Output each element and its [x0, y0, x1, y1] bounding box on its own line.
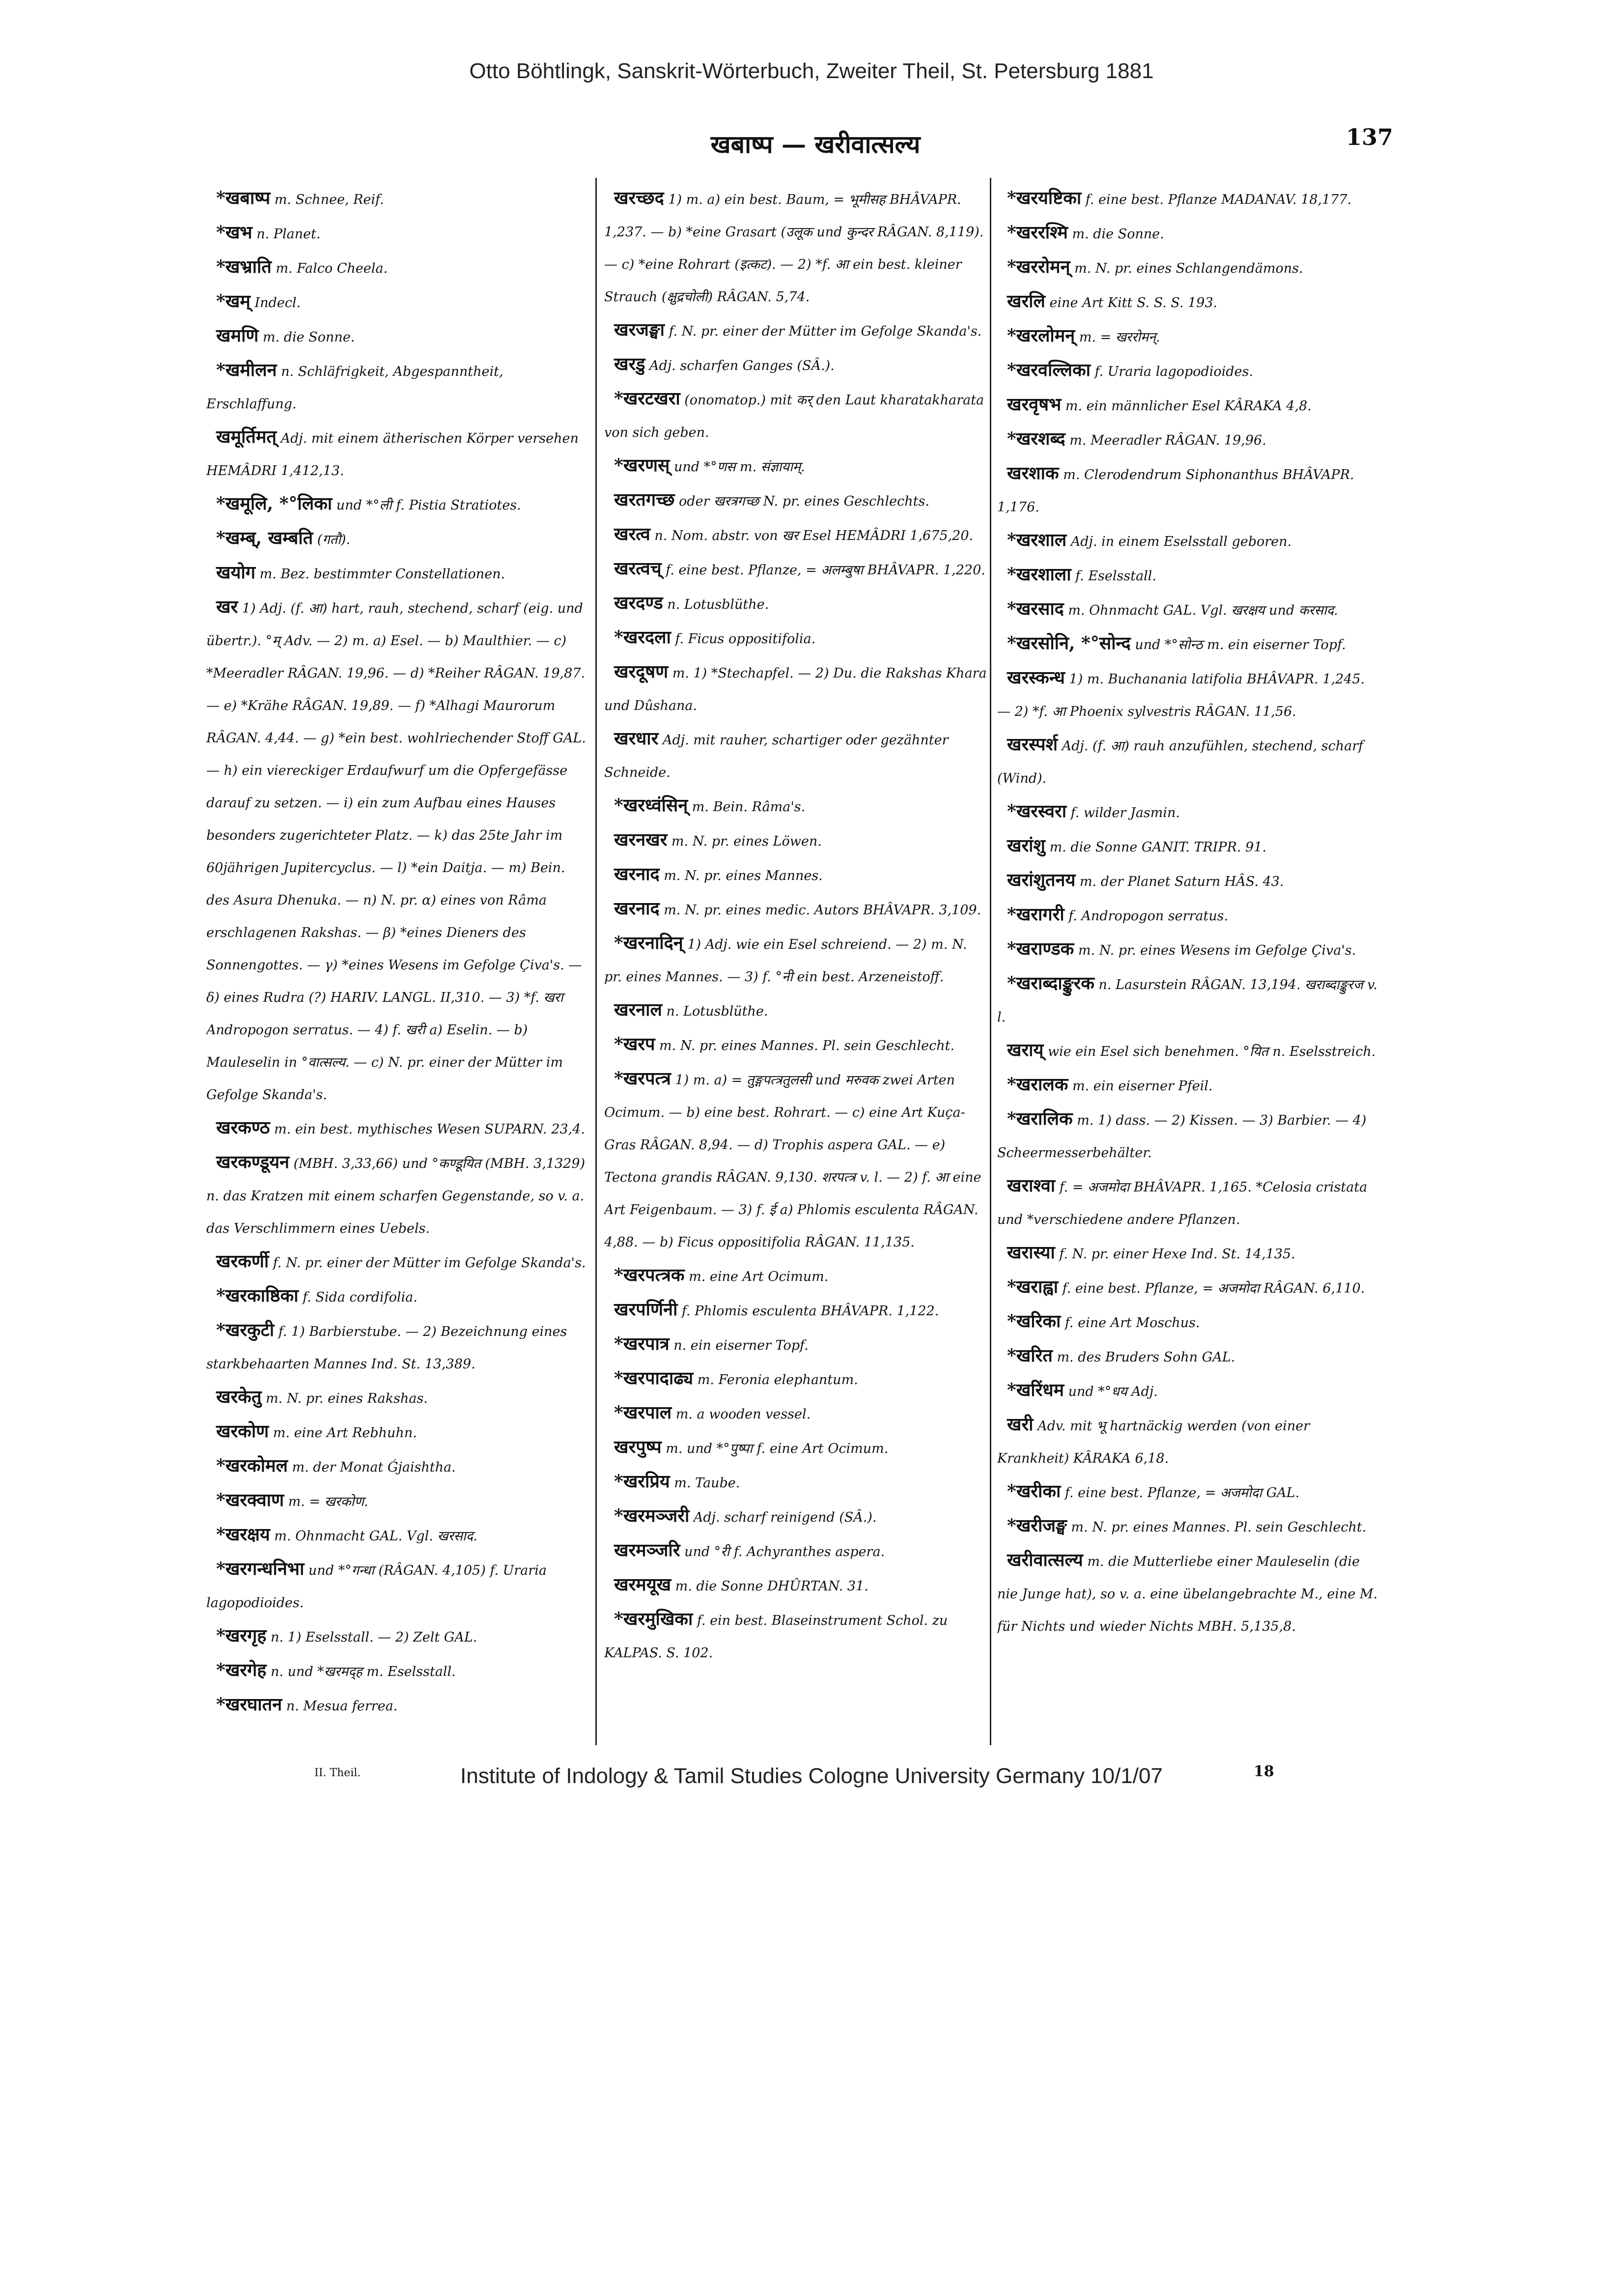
entry-definition: f. eine Art Moschus. [1064, 1315, 1200, 1331]
dictionary-entry [997, 728, 1380, 795]
dictionary-entry [997, 1408, 1380, 1475]
entry-headword: खरकोण [216, 1421, 269, 1442]
entry-headword: खरनाद [614, 898, 660, 919]
entry-headword: खरस्कन्ध [1007, 667, 1065, 688]
dictionary-entry [604, 927, 987, 993]
entry-headword: *खरध्वंसिन् [614, 795, 688, 816]
entry-headword: खमणि [216, 325, 259, 346]
entry-definition: m. die Mutterliebe einer Mauleselin (die nie Junge hat), so v. a. eine übelangebrachte M., eine M. für Nichts und wieder Nichts MBH. 5,135,8. [997, 1554, 1378, 1634]
dictionary-entry [604, 1028, 987, 1062]
dictionary-entry [997, 558, 1380, 593]
entry-headword: *खररश्मि [1007, 222, 1068, 243]
entry-headword: खरांशुतनय [1007, 870, 1076, 890]
entry-headword: *खरसोनि, *°सोन्द [1007, 633, 1131, 653]
dictionary-entry [604, 313, 987, 348]
entry-headword: *खरालक [1007, 1074, 1068, 1095]
entry-headword: *खरपाल [614, 1402, 672, 1423]
dictionary-entry [206, 522, 589, 556]
entry-definition: m. N. pr. eines Mannes. [664, 868, 823, 883]
dictionary-entry [604, 1328, 987, 1362]
dictionary-entry [997, 864, 1380, 898]
entry-headword: *खम्ब्, खम्बति [216, 528, 313, 548]
entry-headword: *खरदला [614, 627, 671, 648]
page-header-title: खबाष्प — खरीवात्सल्य [710, 130, 921, 159]
entry-headword: *खरपात्र [614, 1333, 670, 1354]
entry-definition: (गतौ). [317, 532, 350, 547]
entry-definition: Adj. mit einem ätherischen Körper versehen HEMÂDRI 1,412,13. [206, 431, 579, 479]
dictionary-entry [604, 789, 987, 823]
dictionary-entry [604, 1500, 987, 1534]
entry-definition: m. die Sonne GANIT. TRIPR. 91. [1049, 840, 1267, 855]
entry-definition: f. Phlomis esculenta BHÂVAPR. 1,122. [681, 1304, 939, 1319]
column-rule [990, 178, 991, 1745]
entry-headword: खरतगच्छ [614, 489, 675, 510]
entry-headword: *खराब्दाङ्कुरक [1007, 973, 1094, 993]
dictionary-entry [206, 556, 589, 591]
entry-headword: *खरटखरा [614, 388, 680, 409]
dictionary-entry [604, 518, 987, 552]
entry-headword: *खरसाद [1007, 598, 1064, 619]
entry-definition: f. 1) Barbierstube. — 2) Bezeichnung eines starkbehaarten Mannes Ind. St. 13,389. [206, 1324, 567, 1372]
dictionary-entry [997, 524, 1380, 558]
entry-definition: m. N. pr. eines Wesens im Gefolge Çiva's. [1078, 943, 1356, 958]
entry-definition: m. der Monat Ǵjaishtha. [292, 1460, 456, 1475]
entry-definition: f. N. pr. einer der Mütter im Gefolge Skanda's. [273, 1255, 586, 1271]
dictionary-entry [997, 898, 1380, 933]
entry-definition: und *°ली f. Pistia Stratiotes. [336, 498, 521, 513]
entry-definition: m. N. pr. eines Löwen. [671, 834, 822, 849]
dictionary-entry [604, 449, 987, 483]
entry-definition: und *°णस m. संज्ञायाम्. [673, 459, 805, 475]
entry-headword: खरमयूख [614, 1574, 672, 1595]
dictionary-entry [206, 1245, 589, 1279]
entry-definition: n. Lotusblüthe. [667, 597, 769, 612]
entry-headword: खरलि [1007, 291, 1045, 312]
entry-definition: und *°धय Adj. [1068, 1384, 1158, 1399]
dictionary-entry [206, 1111, 589, 1146]
entry-definition: m. Taube. [674, 1475, 740, 1491]
entry-definition: f. eine best. Pflanze, = अजमोदा GAL. [1064, 1485, 1300, 1501]
entry-definition: und °री f. Achyranthes aspera. [684, 1544, 885, 1559]
entry-definition: m. die Sonne DHÛRTAN. 31. [675, 1579, 868, 1594]
entry-headword: खरीवात्सल्य [1007, 1550, 1083, 1570]
entry-headword: *खरिंधम [1007, 1380, 1064, 1400]
dictionary-entry [206, 591, 589, 1111]
entry-headword: खरधार [614, 728, 659, 749]
entry-definition: n. Lotusblüthe. [666, 1004, 768, 1019]
dictionary-entry [206, 1449, 589, 1484]
entry-definition: m. N. pr. eines medic. Autors BHÂVAPR. 3,109. [664, 903, 981, 918]
dictionary-entry [206, 1518, 589, 1553]
dictionary-entry [206, 1279, 589, 1314]
entry-headword: *खराण्डक [1007, 938, 1074, 959]
entry-definition: Adj. scharfen Ganges (SÂ.). [649, 358, 835, 373]
dictionary-entry [206, 285, 589, 319]
dictionary-entry [997, 1374, 1380, 1408]
entry-headword: *खरपत्त्र [614, 1068, 671, 1089]
entry-definition: Indecl. [254, 295, 301, 311]
dictionary-entry [604, 722, 987, 789]
dictionary-entry [206, 354, 589, 421]
dictionary-entry [206, 1314, 589, 1381]
entry-headword: *खरशाला [1007, 564, 1071, 585]
entry-headword: *खरीका [1007, 1481, 1061, 1502]
dictionary-entry [997, 1339, 1380, 1374]
dictionary-entry [604, 892, 987, 927]
entry-definition: Adj. mit rauher, schartiger oder gezähnter Schneide. [604, 733, 949, 780]
entry-definition: m. Clerodendrum Siphonanthus BHÂVAPR. 1,176. [997, 467, 1354, 515]
entry-definition: m. eine Art Ocimum. [689, 1269, 829, 1284]
dictionary-entry [997, 1169, 1380, 1236]
entry-definition: n. Schläfrigkeit, Abgespanntheit, Erschlaffung. [206, 364, 504, 412]
entry-headword: *खररोमन् [1007, 256, 1070, 277]
entry-headword: खरांशु [1007, 835, 1045, 856]
entry-headword: *खमीलन [216, 360, 277, 380]
entry-headword: खरत्व [614, 524, 650, 544]
entry-headword: खरनाल [614, 999, 662, 1020]
entry-headword: खरजङ्घा [614, 319, 665, 340]
entry-headword: *खरप्रिय [614, 1471, 670, 1492]
entry-definition: 1) m. a) = तुङ्गपत्त्रतुलसी und मरुवक zwei Arten Ocimum. — b) eine best. Rohrart. — c) eine Art Kuça-Gras RÂGAN. 8,94. — d) Trophis aspera GAL. — e) Tectona grandis RÂGAN. 9,130. शरपत्त्र v. l. — 2) f. आ eine Art Feigenbaum. — 3) f. ई a) Phlomis esculenta RÂGAN. 4,88. — b) Ficus oppositifolia RÂGAN. 11,135. [604, 1073, 981, 1250]
entry-definition: m. Ohnmacht GAL. Vgl. खरसाद. [274, 1529, 477, 1544]
entry-definition: 1) Adj. wie ein Esel schreiend. — 2) m. N. pr. eines Mannes. — 3) f. °नी ein best. Arzeneistoff. [604, 937, 967, 985]
entry-headword: खरपुष्प [614, 1437, 662, 1457]
dictionary-entry [997, 251, 1380, 285]
entry-definition: (onomatop.) mit कर् den Laut kharatakharata von sich geben. [604, 393, 984, 440]
entry-headword: *खरणस् [614, 455, 670, 476]
entry-definition: m. die Sonne. [1072, 227, 1164, 242]
dictionary-entry [997, 423, 1380, 457]
dictionary-entry [604, 348, 987, 382]
entry-headword: *खबाष्प [216, 188, 271, 208]
dictionary-entry [997, 795, 1380, 829]
dictionary-entry [997, 967, 1380, 1034]
entry-definition: n. Mesua ferrea. [286, 1699, 398, 1714]
entry-headword: *खरकुटी [216, 1320, 275, 1340]
entry-definition: 1) m. Buchanania latifolia BHÂVAPR. 1,245. — 2) *f. आ Phoenix sylvestris RÂGAN. 11,56. [997, 672, 1365, 719]
entry-definition: oder खरत्रगच्छ N. pr. eines Geschlechts. [679, 494, 929, 509]
entry-definition: f. eine best. Pflanze, = अजमोदा RÂGAN. 6,110. [1062, 1281, 1365, 1296]
dictionary-entry [997, 1544, 1380, 1643]
entry-headword: *खरिका [1007, 1311, 1061, 1332]
entry-headword: खरी [1007, 1414, 1034, 1435]
entry-headword: खरच्छद [614, 188, 664, 208]
entry-definition: m. ein männlicher Esel KÂRAKA 4,8. [1065, 398, 1312, 414]
entry-definition: f. Ficus oppositifolia. [675, 631, 816, 647]
entry-headword: *खरघातन [216, 1694, 282, 1715]
entry-headword: *खरक्षय [216, 1524, 270, 1545]
entry-definition: m. N. pr. eines Mannes. Pl. sein Geschlecht. [659, 1038, 955, 1053]
dictionary-entry [604, 1465, 987, 1500]
dictionary-entry [997, 1305, 1380, 1339]
entry-headword: *खरपादाढ्य [614, 1368, 694, 1389]
dictionary-entry [604, 1568, 987, 1603]
dictionary-entry [997, 1103, 1380, 1169]
entry-headword: खराश्वा [1007, 1175, 1056, 1196]
dictionary-entry [604, 655, 987, 722]
dictionary-entry [206, 1619, 589, 1654]
entry-headword: *खरस्वरा [1007, 801, 1067, 822]
dictionary-entry [206, 1381, 589, 1415]
dictionary-entry [997, 1509, 1380, 1544]
entry-headword: खरडु [614, 354, 645, 374]
entry-definition: und *°सोन्ठ m. ein eiserner Topf. [1135, 637, 1346, 652]
entry-headword: *खरमुखिका [614, 1609, 693, 1629]
entry-headword: खरकण्ठ [216, 1117, 270, 1138]
entry-headword: खरकर्णी [216, 1251, 269, 1272]
dictionary-entry [997, 1271, 1380, 1305]
entry-definition: m. Bez. bestimmter Constellationen. [259, 567, 505, 582]
entry-definition: m. = खररोमन्. [1079, 330, 1160, 345]
dictionary-entry [604, 1362, 987, 1396]
dictionary-entry [997, 627, 1380, 661]
dictionary-entry [997, 1475, 1380, 1509]
entry-headword: *खरालिक [1007, 1108, 1073, 1129]
entry-definition: Adj. in einem Eselsstall geboren. [1070, 534, 1292, 549]
footer-credit: Institute of Indology & Tamil Studies Cologne University Germany 10/1/07 [460, 1764, 1163, 1788]
entry-definition: Adj. scharf reinigend (SÂ.). [693, 1510, 877, 1525]
entry-headword: खरवृषभ [1007, 394, 1062, 415]
dictionary-entry [997, 593, 1380, 627]
dictionary-column-2 [604, 182, 987, 1754]
entry-definition: m. Meeradler RÂGAN. 19,96. [1069, 433, 1266, 448]
dictionary-entry [206, 1146, 589, 1245]
page-number: 137 [1346, 124, 1394, 150]
entry-definition: f. eine best. Pflanze MADANAV. 18,177. [1085, 192, 1352, 207]
dictionary-entry [997, 457, 1380, 524]
entry-headword: खरत्वच् [614, 558, 662, 579]
entry-headword: *खरकोमल [216, 1455, 288, 1476]
dictionary-entry [206, 487, 589, 522]
dictionary-entry [604, 823, 987, 858]
entry-headword: *खरीजङ्घ [1007, 1515, 1067, 1536]
entry-definition: n. und *खरमद्ह m. Eselsstall. [270, 1664, 456, 1679]
entry-definition: m. Schnee, Reif. [274, 192, 384, 207]
entry-headword: *खरपत्त्रक [614, 1265, 685, 1285]
dictionary-entry [604, 1259, 987, 1293]
dictionary-entry [604, 621, 987, 655]
dictionary-entry [206, 216, 589, 251]
entry-headword: *खरागरी [1007, 904, 1064, 925]
dictionary-entry [997, 319, 1380, 354]
entry-headword: *खराह्वा [1007, 1276, 1059, 1297]
entry-definition: m. N. pr. eines Mannes. Pl. sein Geschlecht. [1071, 1520, 1367, 1535]
dictionary-entry [206, 1688, 589, 1723]
entry-headword: *खरशब्द [1007, 428, 1065, 449]
entry-definition: m. Ohnmacht GAL. Vgl. खरक्षय und करसाद. [1068, 603, 1338, 618]
entry-headword: *खरवल्लिका [1007, 360, 1091, 380]
dictionary-column-3 [997, 182, 1380, 1754]
dictionary-entry [604, 1396, 987, 1431]
dictionary-entry [604, 182, 987, 313]
entry-definition: f. Uraria lagopodioides. [1094, 364, 1254, 379]
entry-definition: n. 1) Eselsstall. — 2) Zelt GAL. [270, 1630, 477, 1645]
entry-headword: खराय् [1007, 1040, 1044, 1060]
dictionary-entry [997, 182, 1380, 216]
entry-definition: f. wilder Jasmin. [1070, 805, 1180, 821]
entry-definition: m. eine Art Rebhuhn. [273, 1425, 417, 1441]
entry-definition: m. = खरकोण. [288, 1494, 368, 1509]
dictionary-entry [604, 382, 987, 449]
dictionary-entry [997, 1034, 1380, 1068]
entry-headword: खरकण्डूयन [216, 1152, 290, 1172]
source-credit: Otto Böhtlingk, Sanskrit-Wörterbuch, Zweiter Theil, St. Petersburg 1881 [469, 59, 1154, 83]
dictionary-entry [604, 1603, 987, 1670]
entry-definition: f. N. pr. einer Hexe Ind. St. 14,135. [1059, 1247, 1295, 1262]
entry-headword: खरदण्ड [614, 593, 663, 613]
entry-definition: m. 1) dass. — 2) Kissen. — 3) Barbier. — 4) Scheermesserbehälter. [997, 1113, 1367, 1161]
entry-headword: खरपर्णिनी [614, 1299, 678, 1320]
entry-definition: n. Lasurstein RÂGAN. 13,194. खराब्दाङ्कुरज v. l. [997, 977, 1377, 1025]
entry-headword: *खरगृह [216, 1625, 267, 1646]
dictionary-entry [206, 1415, 589, 1449]
entry-headword: *खरक्वाण [216, 1490, 284, 1510]
entry-definition: m. der Planet Saturn HÂS. 43. [1079, 874, 1284, 889]
dictionary-entry [604, 587, 987, 621]
entry-definition: m. des Bruders Sohn GAL. [1057, 1350, 1235, 1365]
entry-definition: f. ein best. Blaseinstrument Schol. zu KALPAS. S. 102. [604, 1613, 948, 1661]
dictionary-entry [997, 388, 1380, 423]
entry-definition: (MBH. 3,33,66) und °कण्डूयित (MBH. 3,1329) n. das Kratzen mit einem scharfen Gegenstande, so v. a. das Verschlimmern eines Uebels. [206, 1156, 586, 1236]
dictionary-entry [604, 552, 987, 587]
entry-headword: *खरमञ्जरी [614, 1505, 690, 1526]
dictionary-entry [206, 182, 589, 216]
entry-headword: खरदूषण [614, 661, 669, 682]
dictionary-entry [997, 829, 1380, 864]
dictionary-entry [997, 1068, 1380, 1103]
entry-headword: खरमञ्जरि [614, 1540, 680, 1560]
entry-headword: *खरयष्टिका [1007, 188, 1082, 208]
dictionary-entry [604, 1431, 987, 1465]
entry-definition: m. ein best. mythisches Wesen SUPARN. 23,4. [274, 1122, 585, 1137]
entry-definition: f. Andropogon serratus. [1068, 908, 1229, 924]
dictionary-entry [206, 1484, 589, 1518]
dictionary-entry [206, 319, 589, 354]
dictionary-entry [206, 251, 589, 285]
entry-headword: *खरगेह [216, 1660, 267, 1680]
dictionary-entry [604, 858, 987, 892]
entry-headword: खरनखर [614, 829, 668, 850]
entry-headword: *खरशाल [1007, 530, 1067, 550]
entry-definition: eine Art Kitt S. S. S. 193. [1049, 295, 1218, 311]
sheet-signature: II. Theil. [314, 1767, 361, 1779]
entry-definition: 1) Adj. (f. आ) hart, rauh, stechend, scharf (eig. und übertr.). °म् Adv. — 2) m. a) Esel. — b) Maulthier. — c) *Meeradler RÂGAN. 19,96. — d) *Reiher RÂGAN. 19,87. — e) *Krähe RÂGAN. 19,89. — f) *Alhagi Maurorum RÂGAN. 4,44. — g) *ein best. wohlriechender Stoff GAL. — h) ein viereckiger Erdaufwurf um die Opfergefässe darauf zu setzen. — i) ein zum Aufbau eines Hauses besonders zugerichteter Platz. — k) das 25te Jahr im 60jährigen Jupitercyclus. — l) *ein Daitja. — m) Bein. des Asura Dhenuka. — n) N. pr. α) eines von Râma erschlagenen Rakshas. — β) *eines Dieners des Sonnengottes. — γ) *eines Wesens im Gefolge Çiva's. — δ) eines Rudra (?) HARIV. LANGL. II,310. — 3) *f. खरा Andropogon serratus. — 4) f. खरी a) Eselin. — b) Mauleselin in °वात्सल्य. — c) N. pr. einer der Mütter im Gefolge Skanda's. [206, 601, 586, 1103]
entry-definition: n. ein eiserner Topf. [673, 1338, 809, 1353]
dictionary-entry [997, 661, 1380, 728]
entry-definition: f. = अजमोदा BHÂVAPR. 1,165. *Celosia cristata und *verschiedene andere Pflanzen. [997, 1180, 1368, 1227]
entry-definition: m. N. pr. eines Schlangendämons. [1074, 261, 1303, 276]
dictionary-entry [604, 1293, 987, 1328]
entry-headword: *खरलोमन् [1007, 325, 1075, 346]
sheet-number: 18 [1254, 1763, 1274, 1780]
entry-definition: f. N. pr. einer der Mütter im Gefolge Skanda's. [669, 324, 982, 339]
dictionary-entry [997, 1236, 1380, 1271]
entry-definition: m. N. pr. eines Rakshas. [265, 1391, 428, 1406]
dictionary-entry [604, 1534, 987, 1568]
entry-definition: und *°गन्धा (RÂGAN. 4,105) f. Uraria lagopodioides. [206, 1563, 547, 1611]
entry-headword: खर [216, 596, 238, 617]
dictionary-entry [206, 1654, 589, 1688]
entry-definition: n. Nom. abstr. von खर Esel HEMÂDRI 1,675,20. [654, 528, 974, 543]
entry-definition: f. eine best. Pflanze, = अलम्बुषा BHÂVAPR. 1,220. [666, 563, 985, 578]
entry-headword: *खरनादिन् [614, 933, 683, 953]
entry-headword: खयोग [216, 562, 255, 583]
entry-definition: m. und *°पुष्पा f. eine Art Ocimum. [666, 1441, 889, 1456]
entry-definition: m. Falco Cheela. [276, 261, 388, 276]
entry-definition: m. die Sonne. [262, 330, 355, 345]
entry-definition: m. 1) *Stechapfel. — 2) Du. die Rakshas Khara und Dûshana. [604, 666, 987, 713]
dictionary-entry [604, 483, 987, 518]
entry-headword: खरस्पर्श [1007, 734, 1058, 755]
dictionary-entry [604, 1062, 987, 1259]
column-rule [595, 178, 597, 1745]
dictionary-entry [206, 421, 589, 487]
dictionary-entry [997, 933, 1380, 967]
entry-definition: n. Planet. [256, 227, 321, 242]
entry-headword: खरनाद [614, 864, 660, 884]
entry-headword: खरकेतु [216, 1387, 262, 1407]
entry-definition: Adv. mit भू hartnäckig werden (von einer Krankheit) KÂRAKA 6,18. [997, 1418, 1310, 1466]
entry-definition: m. Bein. Râma's. [692, 799, 806, 815]
dictionary-entry [206, 1553, 589, 1619]
entry-definition: m. a wooden vessel. [675, 1407, 811, 1422]
entry-definition: wie ein Esel sich benehmen. °यित n. Eselsstreich. [1047, 1044, 1376, 1059]
entry-definition: f. Sida cordifolia. [303, 1290, 418, 1305]
entry-definition: m. ein eiserner Pfeil. [1072, 1078, 1213, 1094]
dictionary-entry [997, 285, 1380, 319]
dictionary-entry [997, 216, 1380, 251]
dictionary-column-1 [206, 182, 589, 1754]
entry-headword: *खभ [216, 222, 252, 243]
entry-headword: *खरकाष्ठिका [216, 1285, 299, 1306]
entry-definition: f. Eselsstall. [1075, 568, 1157, 584]
entry-headword: *खमूलि, *°लिका [216, 493, 333, 514]
entry-headword: *खरप [614, 1034, 655, 1054]
entry-headword: *खभ्राति [216, 256, 272, 277]
dictionary-entry [997, 354, 1380, 388]
entry-headword: खरास्या [1007, 1242, 1055, 1263]
entry-headword: *खम् [216, 291, 251, 312]
entry-headword: खमूर्तिमत् [216, 426, 277, 447]
entry-headword: *खरित [1007, 1345, 1053, 1366]
entry-definition: m. Feronia elephantum. [697, 1372, 858, 1388]
dictionary-entry [604, 993, 987, 1028]
entry-definition: Adj. (f. आ) rauh anzufühlen, stechend, scharf (Wind). [997, 738, 1364, 786]
entry-headword: खरशाक [1007, 463, 1059, 483]
entry-headword: *खरगन्धनिभा [216, 1559, 305, 1579]
entry-definition: 1) m. a) ein best. Baum, = भूमीसह BHÂVAPR. 1,237. — b) *eine Grasart (उलूक und कुन्दर RÂGAN. 8,119). — c) *eine Rohrart (इत्कट). — 2) *f. आ ein best. kleiner Strauch (क्षुद्रचोली) RÂGAN. 5,74. [604, 192, 984, 305]
